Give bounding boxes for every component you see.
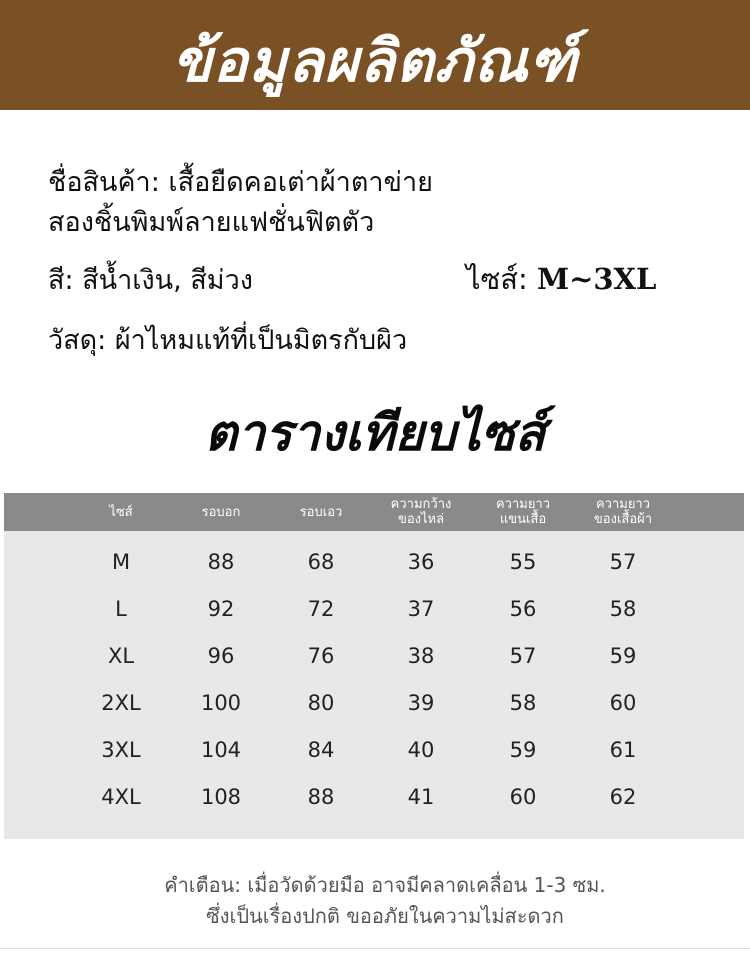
table-cell: 39 [407, 690, 435, 715]
table-cell: 38 [407, 643, 435, 668]
table-cell: 76 [307, 643, 335, 668]
table-cell: 59 [509, 737, 537, 762]
table-row [4, 726, 744, 773]
table-cell: 58 [609, 596, 637, 621]
table-cell: 108 [200, 784, 242, 809]
table-cell: 56 [509, 596, 537, 621]
table-cell: 104 [200, 737, 242, 762]
size-value: M~3XL [536, 262, 657, 296]
header-size: ไซส์ [109, 504, 133, 520]
table-cell: 36 [407, 549, 435, 574]
table-cell: 61 [609, 737, 637, 762]
table-cell: 60 [509, 784, 537, 809]
table-cell: 100 [200, 690, 242, 715]
table-cell: L [115, 596, 127, 621]
header-chest: รอบอก [201, 504, 241, 520]
title-banner [0, 0, 750, 110]
table-cell: 96 [207, 643, 235, 668]
table-cell: M [111, 549, 131, 574]
size-chart-table [4, 493, 744, 839]
table-cell: 55 [509, 549, 537, 574]
table-row [4, 773, 744, 820]
header-sleeve: ความยาว แขนเสื้อ [495, 497, 551, 527]
product-colors: สี: สีน้ำเงิน, สีม่วง [48, 265, 253, 296]
product-size [466, 256, 656, 302]
table-cell: 3XL [101, 737, 141, 762]
table-cell: 72 [307, 596, 335, 621]
product-material: วัสดุ: ผ้าไหมแท้ที่เป็นมิตรกับผิว [48, 325, 408, 356]
table-cell: 57 [509, 643, 537, 668]
table-cell: 88 [207, 549, 235, 574]
table-cell: 59 [609, 643, 637, 668]
table-cell: 92 [207, 596, 235, 621]
size-label: ไซส์: [466, 262, 528, 296]
table-row [4, 585, 744, 632]
table-cell: 37 [407, 596, 435, 621]
notice-line2: ซึ่งเป็นเรื่องปกติ ขออภัยในความไม่สะดวก [206, 904, 564, 928]
divider [0, 948, 750, 949]
header-length: ความยาว ของเสื้อผ้า [593, 497, 653, 527]
notice-line1: คำเตือน: เมื่อวัดด้วยมือ อาจมีคลาดเคลื่อน 1-3 ซม. [164, 873, 606, 897]
table-cell: 41 [407, 784, 435, 809]
header-waist: รอบเอว [299, 504, 343, 520]
product-info-title: ข้อมูลผลิตภัณฑ์ [172, 27, 578, 95]
table-cell: 2XL [101, 690, 141, 715]
table-cell: 88 [307, 784, 335, 809]
table-cell: 62 [609, 784, 637, 809]
table-cell: XL [107, 643, 135, 668]
table-cell: 4XL [101, 784, 141, 809]
table-cell: 58 [509, 690, 537, 715]
table-cell: 60 [609, 690, 637, 715]
product-name-line2: สองชิ้นพิมพ์ลายแฟชั่นฟิตตัว [48, 207, 375, 238]
table-cell: 57 [609, 549, 637, 574]
table-cell: 80 [307, 690, 335, 715]
table-cell: 40 [407, 737, 435, 762]
product-name-line1: ชื่อสินค้า: เสื้อยืดคอเต่าผ้าตาข่าย [48, 167, 433, 198]
table-cell: 84 [307, 737, 335, 762]
table-row [4, 538, 744, 585]
table-header [4, 493, 744, 531]
size-chart-title: ตารางเทียบไซส์ [204, 404, 546, 462]
table-row [4, 679, 744, 726]
table-row [4, 632, 744, 679]
header-shoulder: ความกว้าง ของไหล่ [390, 497, 452, 527]
table-cell: 68 [307, 549, 335, 574]
